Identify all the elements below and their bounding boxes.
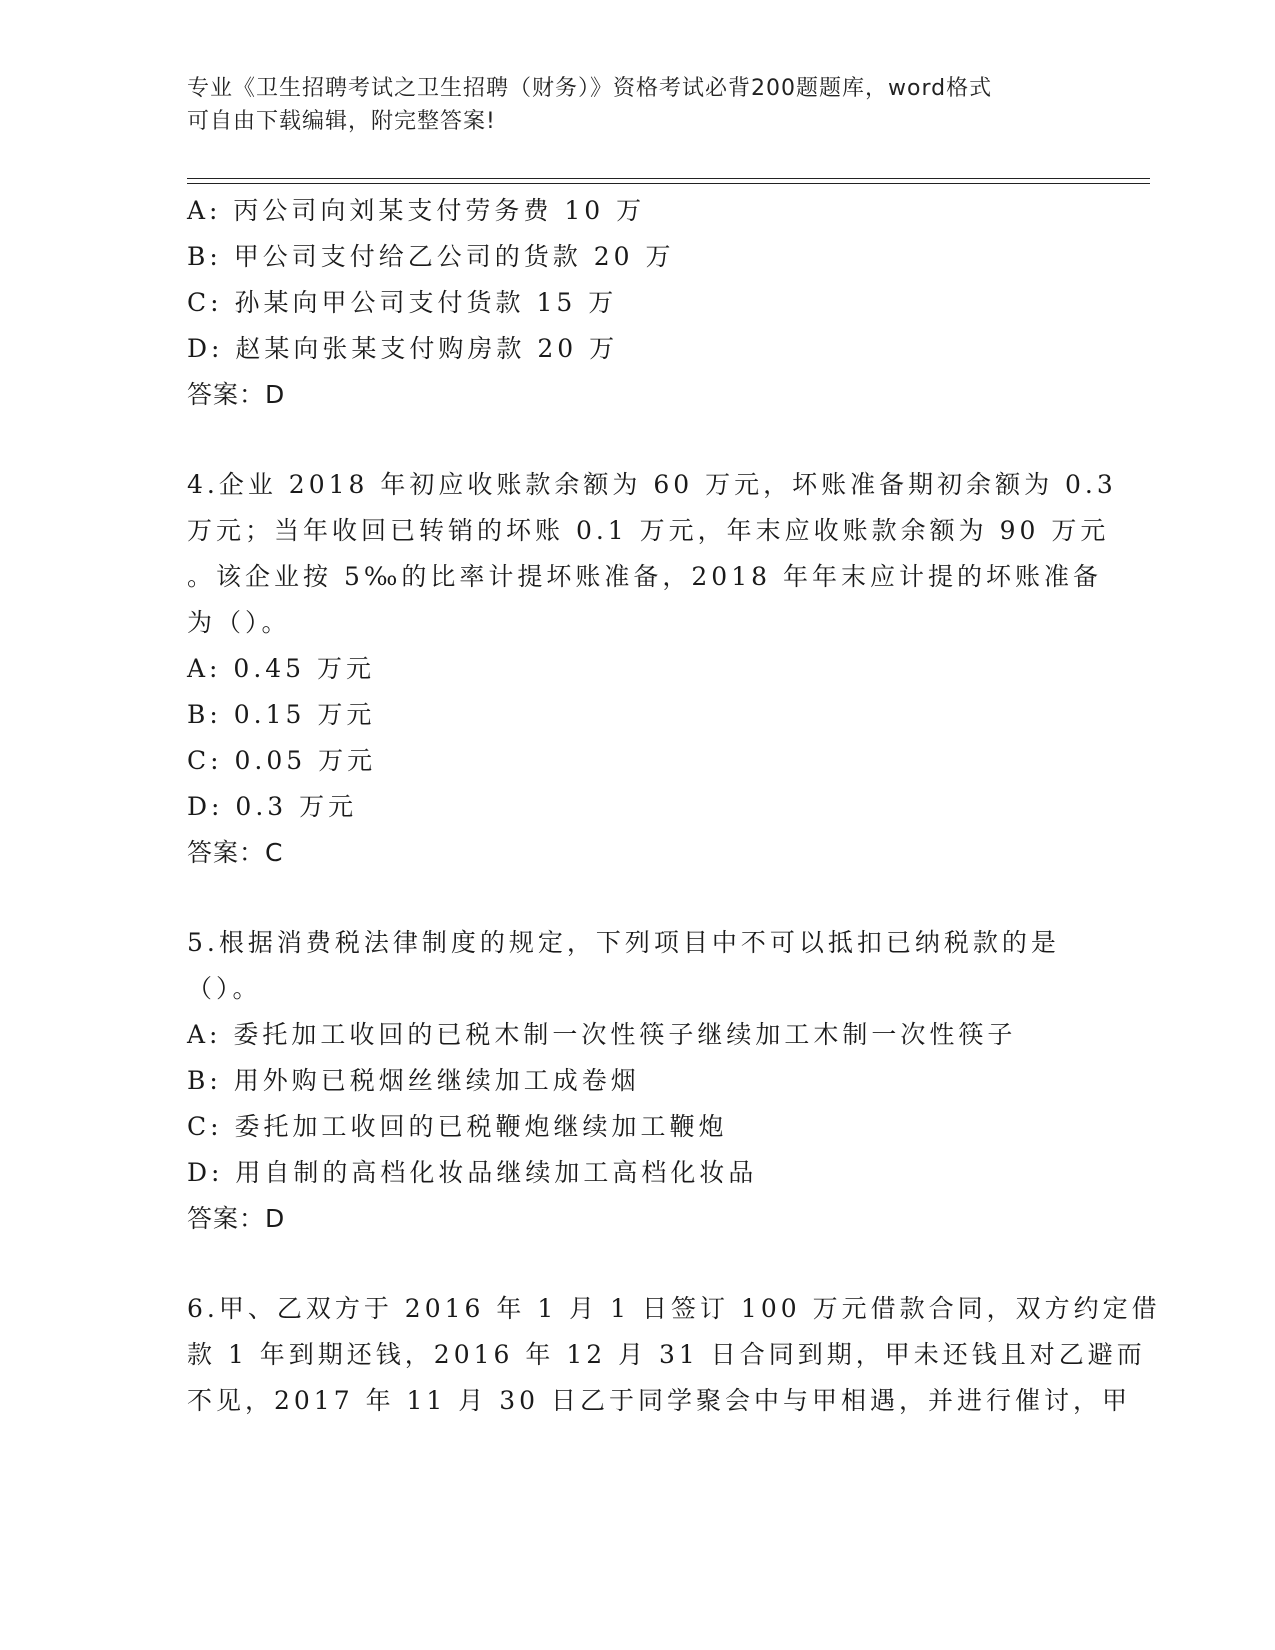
- question-stem-line: 6.甲、乙双方于 2016 年 1 月 1 日签订 100 万元借款合同，双方约定借: [187, 1294, 1161, 1323]
- question-stem-line: 不见，2017 年 11 月 30 日乙于同学聚会中与甲相遇，并进行催讨，甲: [187, 1386, 1131, 1415]
- question-stem-line: 。该企业按 5‰的比率计提坏账准备，2018 年年末应计提的坏账准备: [187, 562, 1102, 591]
- option-b: B: 甲公司支付给乙公司的货款 20 万: [187, 242, 675, 271]
- option-d: D: 0.3 万元: [187, 792, 358, 821]
- question-6: [187, 1286, 1161, 1424]
- answer: 答案：C: [187, 838, 284, 867]
- answer: 答案：D: [187, 380, 286, 409]
- question-content: [187, 188, 1161, 1424]
- question-4: [187, 462, 1117, 876]
- option-d: D: 赵某向张某支付购房款 20 万: [187, 334, 619, 363]
- option-c: C: 0.05 万元: [187, 746, 377, 775]
- question-3: [187, 188, 1087, 418]
- option-d: D: 用自制的高档化妆品继续加工高档化妆品: [187, 1158, 758, 1187]
- option-a: A: 0.45 万元: [187, 654, 376, 683]
- option-a: A: 丙公司向刘某支付劳务费 10 万: [187, 196, 646, 225]
- question-stem-line: （）。: [187, 974, 262, 1003]
- question-stem-line: 万元；当年收回已转销的坏账 0.1 万元，年末应收账款余额为 90 万元: [187, 516, 1110, 545]
- header-line-2: 可自由下载编辑，附完整答案!: [187, 109, 496, 134]
- document-header: [187, 72, 1067, 138]
- question-5: [187, 920, 1087, 1242]
- question-stem-line: 款 1 年到期还钱，2016 年 12 月 31 日合同到期，甲未还钱且对乙避而: [187, 1340, 1146, 1369]
- option-b: B: 用外购已税烟丝继续加工成卷烟: [187, 1066, 640, 1095]
- option-a: A: 委托加工收回的已税木制一次性筷子继续加工木制一次性筷子: [187, 1020, 1017, 1049]
- question-stem-line: 4.企业 2018 年初应收账款余额为 60 万元，坏账准备期初余额为 0.3: [187, 470, 1117, 499]
- answer: 答案：D: [187, 1204, 286, 1233]
- question-stem-line: 为（）。: [187, 608, 291, 637]
- header-divider-secondary: [187, 183, 1150, 184]
- header-line-1: 专业《卫生招聘考试之卫生招聘（财务）》资格考试必背200题题库，word格式: [187, 76, 993, 101]
- option-c: C: 委托加工收回的已税鞭炮继续加工鞭炮: [187, 1112, 728, 1141]
- option-b: B: 0.15 万元: [187, 700, 376, 729]
- question-stem-line: 5.根据消费税法律制度的规定，下列项目中不可以抵扣已纳税款的是: [187, 928, 1060, 957]
- header-divider: [187, 178, 1150, 179]
- option-c: C: 孙某向甲公司支付货款 15 万: [187, 288, 618, 317]
